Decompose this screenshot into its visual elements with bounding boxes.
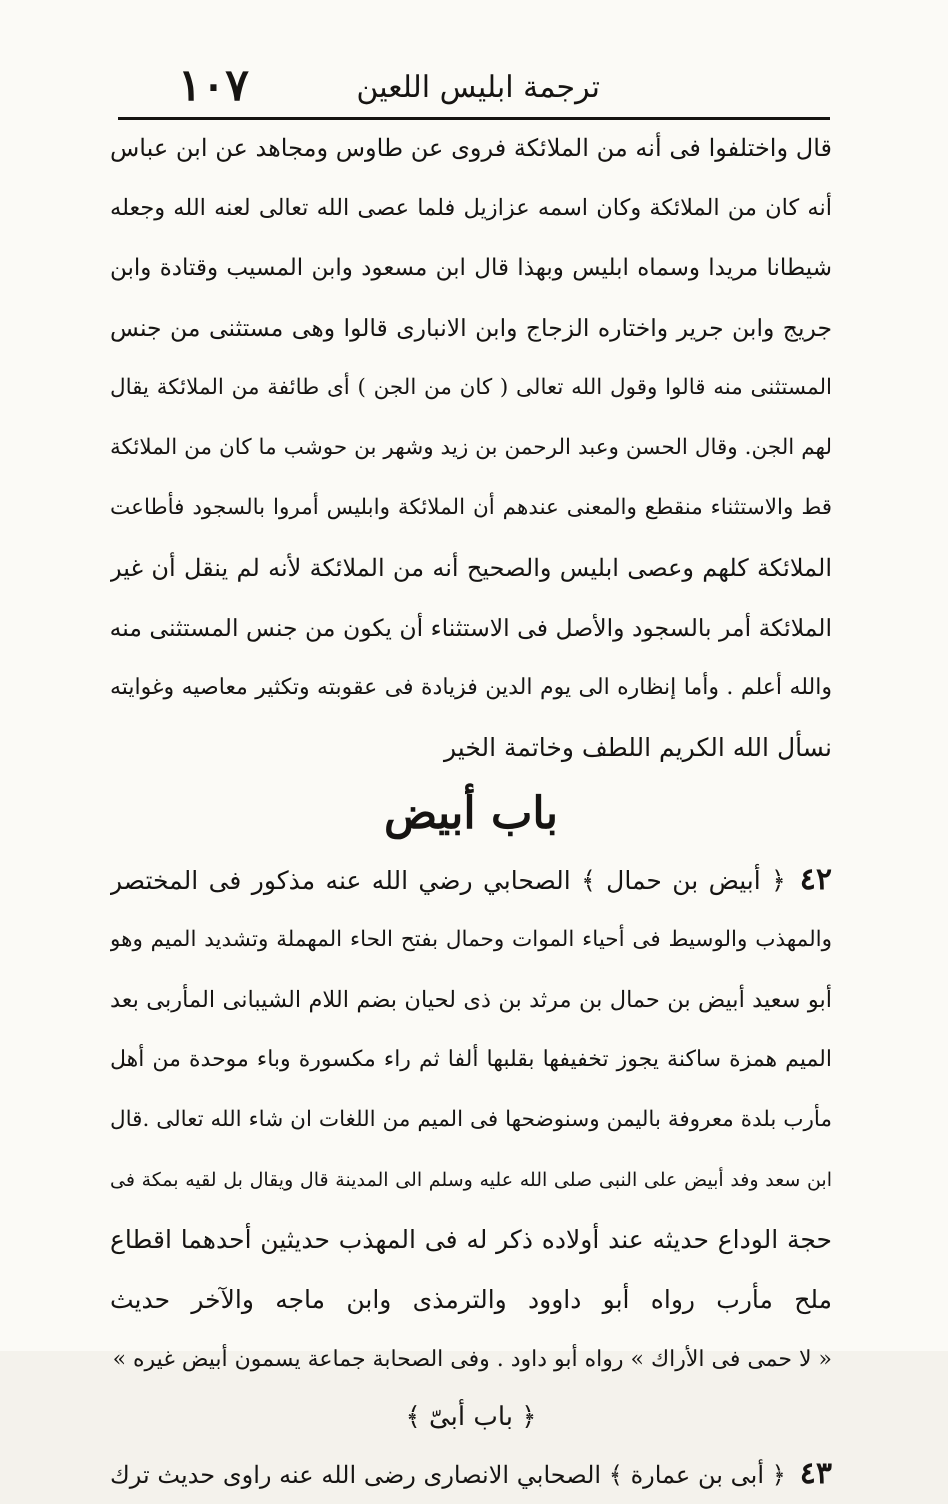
entry-number: ٤٣: [799, 1456, 832, 1491]
text-line: حجة الوداع حديثه عند أولاده ذكر له فى المهذب حديثين أحدهما اقطاع: [110, 1225, 832, 1254]
text-line: نسأل الله الكريم اللطف وخاتمة الخير: [443, 733, 832, 762]
text-line: ابن سعد وفد أبيض على النبى صلى الله عليه وسلم الى المدينة قال ويقال بل لقيه بمكة فى: [110, 1169, 832, 1191]
section-heading-abyad: باب أبيض: [383, 788, 559, 839]
text-line: والله أعلم . وأما إنظاره الى يوم الدين فزيادة فى عقوبته وتكثير معاصيه وغوايته: [110, 675, 832, 700]
text-line: الملائكة كلهم وعصى ابليس والصحيح أنه من الملائكة لأنه لم ينقل أن غير: [110, 554, 832, 582]
text-line: والمهذب والوسيط فى أحياء الموات وحمال بفتح الحاء المهملة وتشديد الميم وهو: [110, 927, 832, 952]
text-line: ﴿ أبيض بن حمال ﴾ الصحابي رضي الله عنه مذكور فى المختصر: [110, 866, 786, 895]
page-number: ١٠٧: [178, 60, 249, 111]
text-line: الملائكة أمر بالسجود والأصل فى الاستثناء أن يكون من جنس المستثنى منه: [110, 614, 832, 642]
paragraph-iblis: [110, 118, 832, 778]
text-line: أنه كان من الملائكة وكان اسمه عزازيل فلما عصى الله تعالى لعنه الله وجعله: [110, 195, 832, 221]
text-line: المستثنى منه قالوا وقول الله تعالى ( كان من الجن ) أى طائفة من الملائكة يقال: [110, 375, 832, 400]
text-line: جريج وابن جرير واختاره الزجاج وابن الانبارى قالوا وهى مستثنى من جنس: [110, 314, 832, 342]
page-body: [110, 118, 832, 1504]
text-line: مأرب بلدة معروفة باليمن وسنوضحها فى الميم من اللغات ان شاء الله تعالى .قال: [110, 1107, 832, 1132]
text-line: الميم همزة ساكنة يجوز تخفيفها بقلبها ألفا ثم راء مكسورة وباء موحدة من أهل: [110, 1047, 832, 1072]
entry-number: ٤٢: [799, 862, 832, 897]
entry-abyad: [110, 850, 832, 1390]
entry-ubayy: [110, 1444, 832, 1504]
page-header: [118, 58, 830, 120]
text-line: ملح مأرب رواه أبو داوود والترمذى وابن ماجه والآخر حديث: [110, 1285, 832, 1314]
text-line: قال واختلفوا فى أنه من الملائكة فروى عن طاوس ومجاهد عن ابن عباس: [110, 134, 832, 162]
section-heading-ubayy: ﴿ باب أبىّ ﴾: [405, 1402, 537, 1432]
text-line: قط والاستثناء منقطع والمعنى عندهم أن الملائكة وابليس أمروا بالسجود فأطاعت: [110, 495, 832, 520]
text-line: ﴿ أبى بن عمارة ﴾ الصحابي الانصارى رضى الله عنه راوى حديث ترك: [110, 1461, 786, 1489]
text-line: لهم الجن. وقال الحسن وعبد الرحمن بن زيد وشهر بن حوشب ما كان من الملائكة: [110, 435, 832, 460]
text-line: « لا حمى فى الأراك » رواه أبو داود . وفى الصحابة جماعة يسمون أبيض غيره »: [112, 1347, 832, 1372]
text-line: شيطانا مريدا وسماه ابليس وبهذا قال ابن مسعود وابن المسيب وقتادة وابن: [110, 255, 832, 281]
running-title: ترجمة ابليس اللعين: [356, 70, 600, 105]
text-line: أبو سعيد أبيض بن حمال بن مرثد بن ذى لحيان بضم اللام الشيبانى المأربى بعد: [110, 987, 832, 1013]
